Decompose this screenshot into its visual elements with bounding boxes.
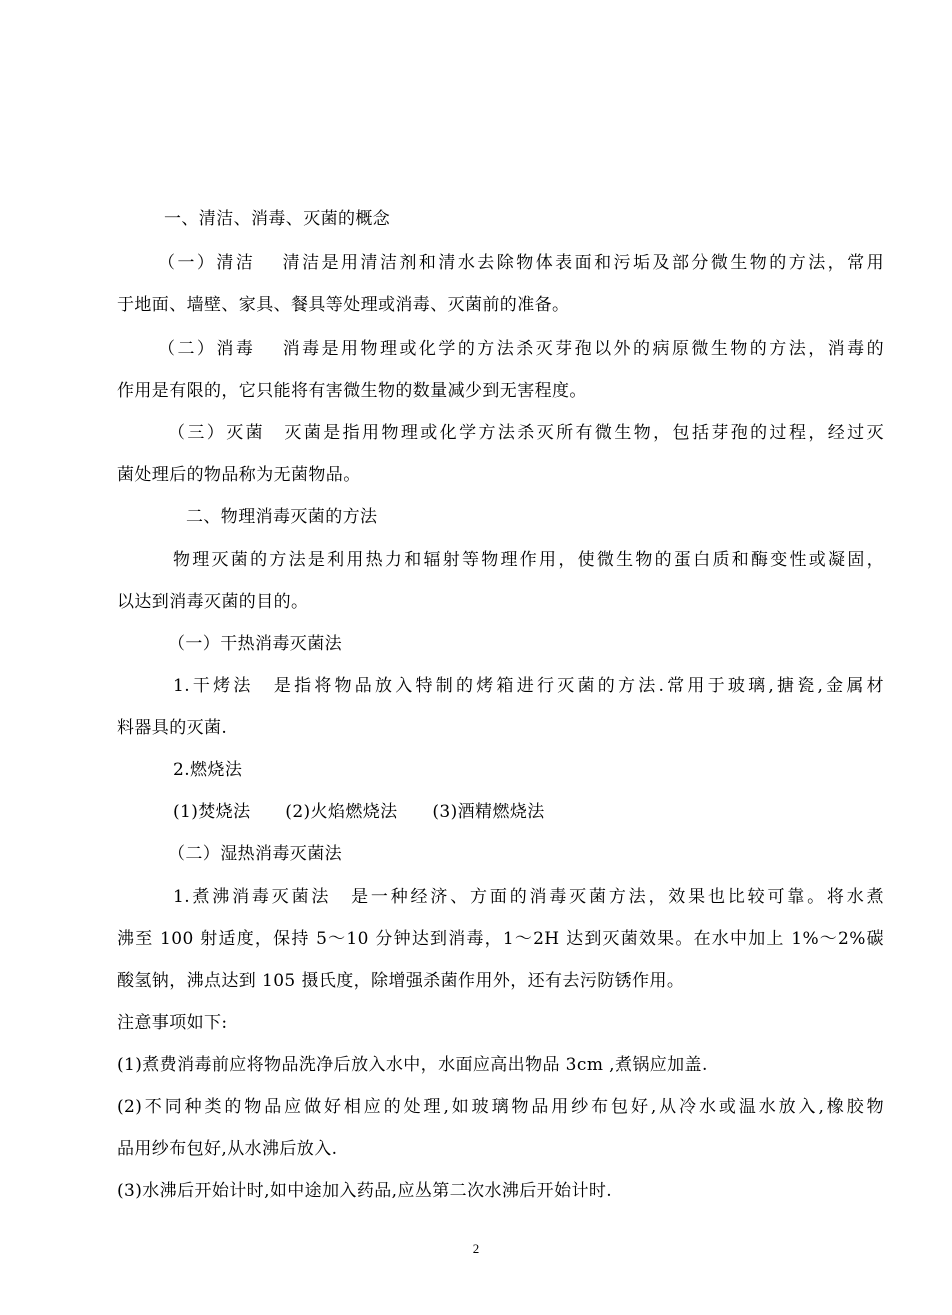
paragraph-sterilization-line-2: 菌处理后的物品称为无菌物品。 <box>117 465 361 485</box>
paragraph-boiling-line-1: 1.煮沸消毒灭菌法 是一种经济、方面的消毒灭菌方法，效果也比较可靠。将水煮 <box>173 887 884 907</box>
section-heading-physical-methods: 二、物理消毒灭菌的方法 <box>186 507 378 527</box>
note-item-2-line-2: 品用纱布包好,从水沸后放入. <box>117 1139 338 1159</box>
note-item-1: (1)煮费消毒前应将物品洗净后放入水中，水面应高出物品 3cm ,煮锅应加盖. <box>117 1055 708 1075</box>
subheading-dry-heat: （一）干热消毒灭菌法 <box>168 634 342 654</box>
paragraph-cleaning-line-2: 于地面、墙壁、家具、餐具等处理或消毒、灭菌前的准备。 <box>117 295 570 315</box>
paragraph-dry-oven-line-2: 料器具的灭菌. <box>117 718 228 738</box>
note-item-3: (3)水沸后开始计时,如中途加入药品,应丛第二次水沸后开始计时. <box>117 1181 613 1201</box>
paragraph-physical-line-1: 物理灭菌的方法是利用热力和辐射等物理作用，使微生物的蛋白质和酶变性或凝固， <box>173 550 884 570</box>
paragraph-disinfection-line-1: （二）消毒 消毒是用物理或化学的方法杀灭芽孢以外的病原微生物的方法，消毒的 <box>158 339 884 359</box>
section-heading-concepts: 一、清洁、消毒、灭菌的概念 <box>164 209 391 229</box>
subheading-moist-heat: （二）湿热消毒灭菌法 <box>168 844 342 864</box>
paragraph-physical-line-2: 以达到消毒灭菌的目的。 <box>117 592 309 612</box>
page-number: 2 <box>472 1241 480 1256</box>
paragraph-boiling-line-3: 酸氢钠，沸点达到 105 摄氏度，除增强杀菌作用外，还有去污防锈作用。 <box>117 971 685 991</box>
notes-heading: 注意事项如下: <box>117 1013 228 1033</box>
paragraph-dry-oven-line-1: 1.干烤法 是指将物品放入特制的烤箱进行灭菌的方法.常用于玻璃,搪瓷,金属材 <box>173 676 884 696</box>
paragraph-disinfection-line-2: 作用是有限的，它只能将有害微生物的数量减少到无害程度。 <box>117 381 587 401</box>
paragraph-cleaning-line-1: （一）清洁 清洁是用清洁剂和清水去除物体表面和污垢及部分微生物的方法，常用 <box>158 253 884 273</box>
burning-subitems: (1)焚烧法 (2)火焰燃烧法 (3)酒精燃烧法 <box>173 802 545 822</box>
paragraph-sterilization-line-1: （三）灭菌 灭菌是指用物理或化学方法杀灭所有微生物，包括芽孢的过程，经过灭 <box>168 423 884 443</box>
note-item-2-line-1: (2)不同种类的物品应做好相应的处理,如玻璃物品用纱布包好,从冷水或温水放入,橡胶物 <box>117 1097 884 1117</box>
item-burning-method: 2.燃烧法 <box>173 760 243 780</box>
paragraph-boiling-line-2: 沸至 100 射适度，保持 5～10 分钟达到消毒，1～2H 达到灭菌效果。在水中加上 1%～2%碳 <box>117 929 884 949</box>
